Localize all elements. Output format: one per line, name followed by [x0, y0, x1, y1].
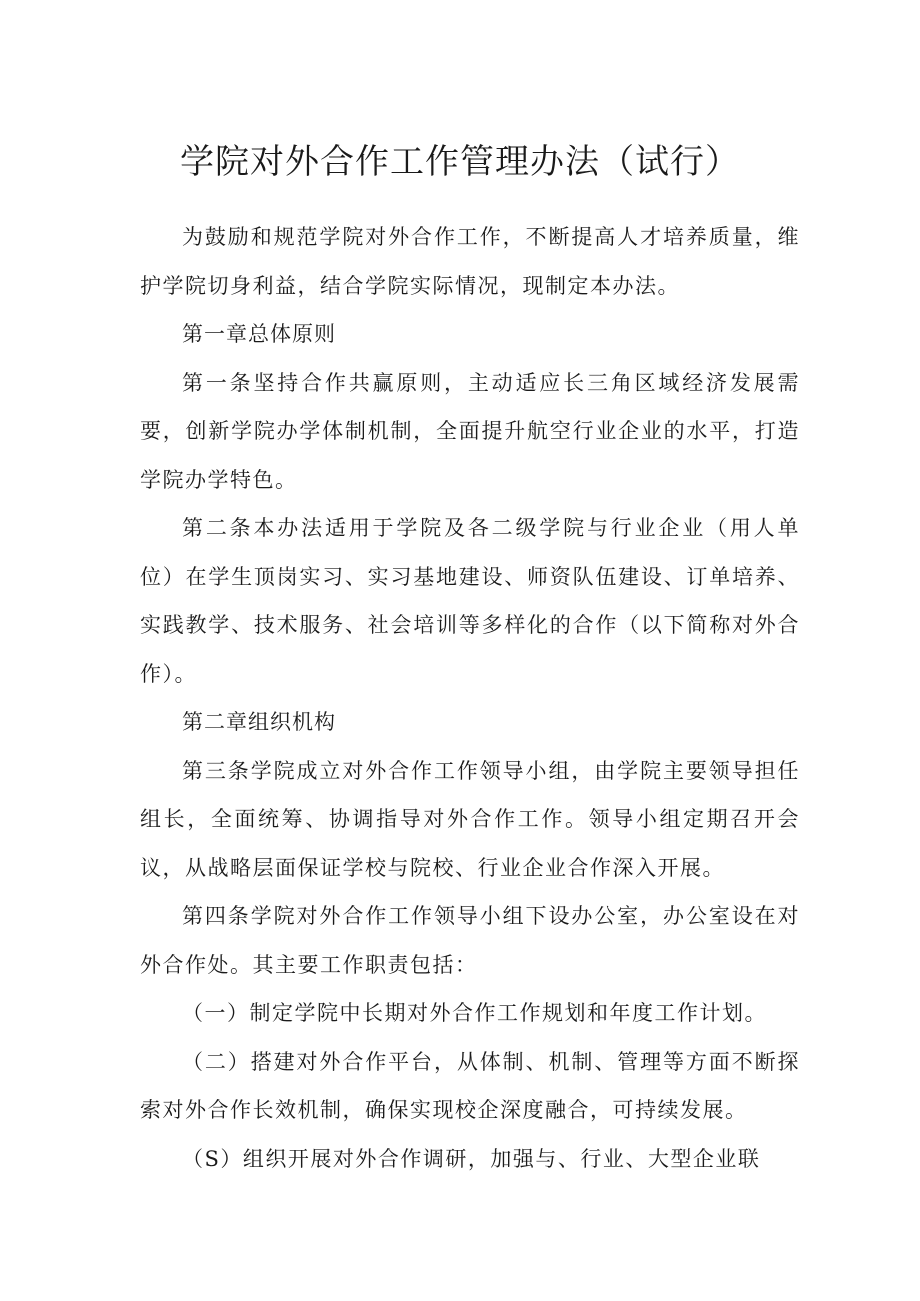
duty-item-1: （一）制定学院中长期对外合作工作规划和年度工作计划。: [182, 1001, 767, 1025]
document-body: [140, 213, 800, 1183]
chapter-heading-2: 第二章组织机构: [182, 710, 336, 734]
article-2-paragraph: 第二条本办法适用于学院及各二级学院与行业企业（用人单位）在学生顶岗实习、实习基地建设、师资队伍建设、订单培养、实践教学、技术服务、社会培训等多样化的合作（以下简称对外合作）。: [140, 516, 800, 686]
duty-item-2: （二）搭建对外合作平台，从体制、机制、管理等方面不断探索对外合作长效机制，确保实现校企深度融合，可持续发展。: [140, 1049, 800, 1122]
document-title: 学院对外合作工作管理办法（试行）: [180, 142, 740, 182]
article-4-paragraph: 第四条学院对外合作工作领导小组下设办公室，办公室设在对外合作处。其主要工作职责包括：: [140, 904, 800, 977]
article-3-paragraph: 第三条学院成立对外合作工作领导小组，由学院主要领导担任组长，全面统筹、协调指导对外合作工作。领导小组定期召开会议，从战略层面保证学校与院校、行业企业合作深入开展。: [140, 758, 800, 880]
duty-item-3: （S）组织开展对外合作调研，加强与、行业、大型企业联: [182, 1146, 761, 1171]
article-1-paragraph: 第一条坚持合作共赢原则，主动适应长三角区域经济发展需要，创新学院办学体制机制，全面提升航空行业企业的水平，打造学院办学特色。: [140, 370, 800, 492]
preamble-paragraph: 为鼓励和规范学院对外合作工作，不断提高人才培养质量，维护学院切身利益，结合学院实际情况，现制定本办法。: [140, 225, 800, 298]
chapter-heading-1: 第一章总体原则: [182, 322, 336, 346]
